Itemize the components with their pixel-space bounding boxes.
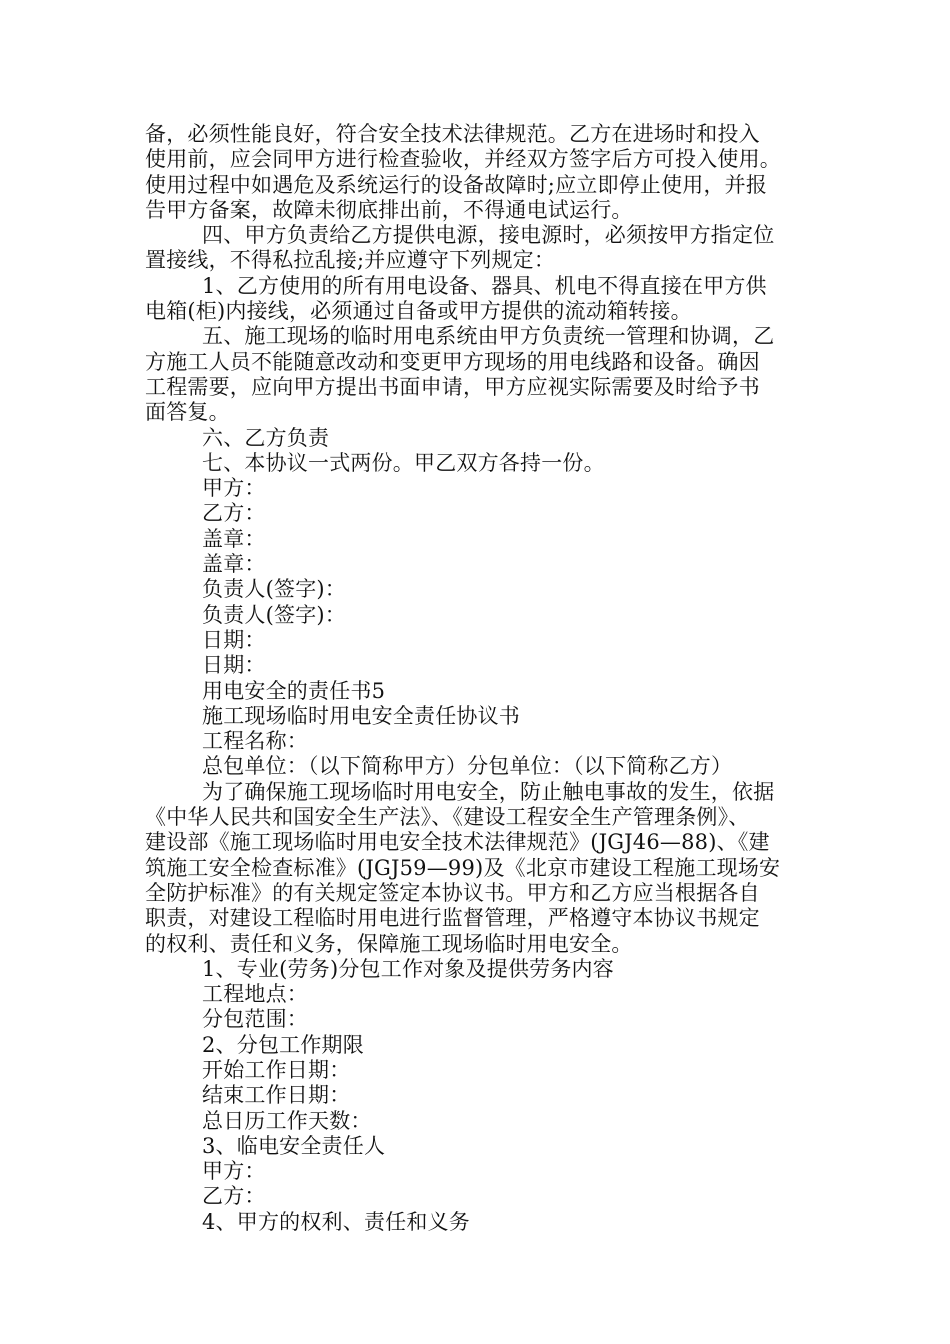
document-line: 《中华人民共和国安全生产法》、《建设工程安全生产管理条例》、 [145,805,750,830]
document-line: 结束工作日期： [202,1083,351,1108]
document-line: 总日历工作天数： [202,1108,372,1133]
document-line: 总包单位：（以下简称甲方）分包单位：（以下简称乙方） [202,754,733,779]
document-line: 电箱(柜)内接线，必须通过自备或甲方提供的流动箱转接。 [145,299,692,324]
document-line: 甲方： [202,476,266,501]
document-line: 负责人(签字)： [202,577,346,602]
document-line: 日期： [202,653,266,678]
document-line: 七、本协议一式两份。甲乙双方各持一份。 [202,450,605,475]
document-page [145,122,815,1235]
document-line: 1、乙方使用的所有用电设备、器具、机电不得直接在甲方供 [202,273,767,298]
document-line: 开始工作日期： [202,1057,351,1082]
document-line: 建设部《施工现场临时用电安全技术法律规范》(JGJ46—88)、《建 [145,830,770,855]
document-line: 日期： [202,627,266,652]
document-line: 使用过程中如遇危及系统运行的设备故障时;应立即停止使用，并报 [145,172,768,197]
document-line: 为了确保施工现场临时用电安全，防止触电事故的发生，依据 [202,779,775,804]
document-line: 的权利、责任和义务，保障施工现场临时用电安全。 [145,931,633,956]
document-line: 六、乙方负责 [202,425,330,450]
document-line: 分包范围： [202,1007,308,1032]
document-line: 盖章： [202,552,266,577]
document-line: 全防护标准》的有关规定签定本协议书。甲方和乙方应当根据各自 [145,880,760,905]
document-line: 备，必须性能良好，符合安全技术法律规范。乙方在进场时和投入 [145,122,760,146]
document-line: 3、临电安全责任人 [202,1133,386,1158]
document-line: 置接线，不得私拉乱接;并应遵守下列规定： [145,248,556,273]
document-line: 告甲方备案，故障未彻底排出前，不得通电试运行。 [145,197,633,222]
document-line: 乙方： [202,501,266,526]
document-line: 方施工人员不能随意改动和变更甲方现场的用电线路和设备。确因 [145,349,760,374]
document-line: 施工现场临时用电安全责任协议书 [202,703,520,728]
document-line: 五、施工现场的临时用电系统由甲方负责统一管理和协调，乙 [202,324,775,349]
document-line: 工程需要，应向甲方提出书面申请，甲方应视实际需要及时给予书 [145,374,760,399]
document-line: 职责，对建设工程临时用电进行监督管理，严格遵守本协议书规定 [145,906,760,931]
document-line: 1、专业(劳务)分包工作对象及提供劳务内容 [202,956,614,981]
document-line: 盖章： [202,526,266,551]
document-line: 使用前，应会同甲方进行检查验收，并经双方签字后方可投入使用。 [145,147,781,172]
document-line: 2、分包工作期限 [202,1032,364,1057]
document-line: 负责人(签字)： [202,602,346,627]
document-line: 工程地点： [202,982,308,1007]
document-line: 面答复。 [145,400,230,425]
document-line: 用电安全的责任书5 [202,678,386,703]
document-line: 工程名称： [202,729,308,754]
document-line: 四、甲方负责给乙方提供电源，接电源时，必须按甲方指定位 [202,223,775,248]
document-line: 乙方： [202,1184,266,1209]
document-line: 4、甲方的权利、责任和义务 [202,1209,470,1234]
document-line: 筑施工安全检查标准》(JGJ59—99)及《北京市建设工程施工现场安 [145,855,781,880]
document-line: 甲方： [202,1159,266,1184]
